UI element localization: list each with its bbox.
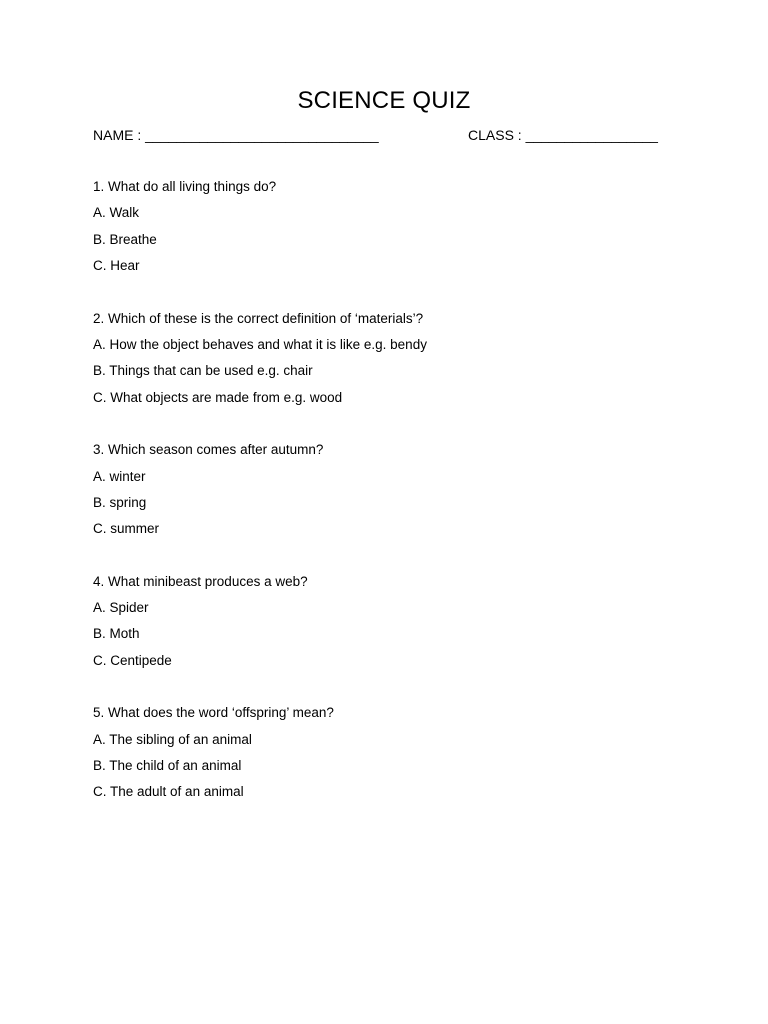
answer-option: B. The child of an animal	[93, 758, 242, 774]
answer-option: C. Centipede	[93, 652, 172, 668]
answer-option: B. Things that can be used e.g. chair	[93, 363, 313, 379]
answer-option: C. The adult of an animal	[93, 784, 244, 800]
question-list	[93, 178, 713, 836]
answer-option: A. Walk	[93, 205, 140, 221]
question-prompt: 5. What does the word ‘offspring’ mean?	[93, 705, 334, 721]
answer-option: A. How the object behaves and what it is like e.g. bendy	[93, 336, 427, 352]
answer-option: A. winter	[93, 468, 146, 484]
question-5	[93, 704, 713, 810]
answer-option: C. Hear	[93, 258, 140, 274]
answer-option: C. What objects are made from e.g. wood	[93, 389, 343, 405]
answer-option: B. Breathe	[93, 231, 157, 247]
answer-option: B. spring	[93, 494, 147, 510]
question-1	[93, 178, 713, 284]
question-2	[93, 310, 713, 416]
question-3	[93, 441, 713, 547]
question-prompt: 2. Which of these is the correct definition of ‘materials’?	[93, 310, 424, 326]
answer-option: B. Moth	[93, 626, 140, 642]
page-title: SCIENCE QUIZ	[297, 87, 471, 114]
answer-option: A. The sibling of an animal	[93, 731, 252, 747]
question-4	[93, 573, 713, 679]
class-field: CLASS : _________________	[468, 127, 658, 143]
question-prompt: 1. What do all living things do?	[93, 179, 277, 194]
question-prompt: 4. What minibeast produces a web?	[93, 573, 308, 589]
answer-option: A. Spider	[93, 600, 149, 616]
question-prompt: 3. Which season comes after autumn?	[93, 442, 324, 458]
name-field: NAME : ______________________________	[93, 127, 379, 143]
answer-option: C. summer	[93, 521, 160, 537]
